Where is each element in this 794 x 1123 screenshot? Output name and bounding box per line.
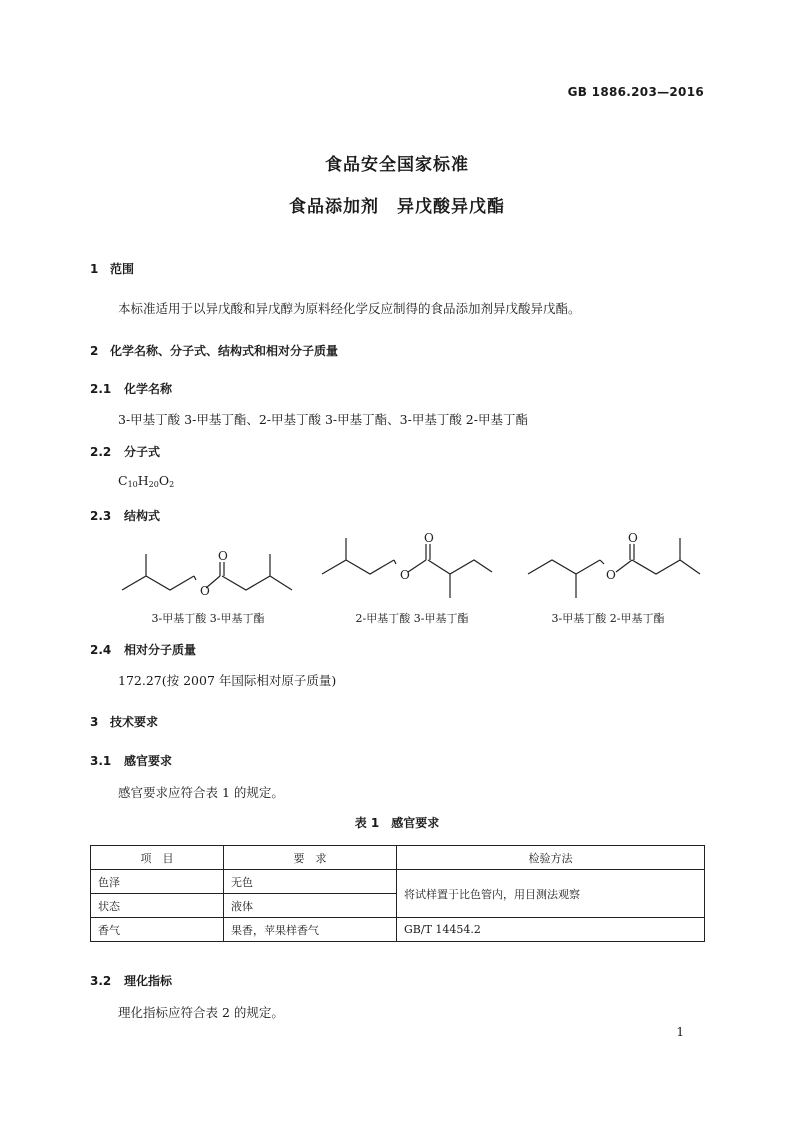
header-requirement: 要 求 (224, 846, 397, 870)
section-title: 化学名称、分子式、结构式和相对分子质量 (110, 344, 339, 358)
section-title: 化学名称 (124, 382, 173, 396)
cell-requirement: 无色 (224, 870, 397, 894)
document-subtitle: 食品添加剂 异戊酸异戊酯 (289, 197, 505, 217)
cell-item: 色泽 (91, 870, 224, 894)
section-2-3-heading (90, 507, 160, 524)
section-1-heading (90, 260, 134, 277)
cell-method: GB/T 14454.2 (397, 918, 705, 942)
oxygen-label: O (400, 568, 410, 582)
structure-1 (122, 549, 292, 598)
oxygen-label: O (424, 532, 434, 545)
sensory-requirements-table (90, 845, 705, 942)
oxygen-label: O (628, 532, 638, 545)
page-number: 1 (676, 1025, 684, 1039)
section-2-heading (90, 342, 338, 359)
section-title: 结构式 (124, 509, 161, 523)
structure-caption-3: 3-甲基丁酸 2-甲基丁酯 (551, 612, 665, 625)
section-number: 2.1 (90, 382, 112, 396)
cell-item: 状态 (91, 894, 224, 918)
oxygen-label: O (218, 549, 228, 563)
oxygen-label: O (606, 568, 616, 582)
section-title: 范围 (110, 262, 135, 276)
table-row (91, 870, 705, 894)
section-3-2-text: 理化指标应符合表 2 的规定。 (118, 1005, 284, 1020)
section-number: 2.2 (90, 445, 112, 459)
cell-requirement: 液体 (224, 894, 397, 918)
section-3-1-text: 感官要求应符合表 1 的规定。 (118, 785, 284, 800)
header-method: 检验方法 (397, 846, 705, 870)
section-number: 2.4 (90, 643, 112, 657)
section-number: 3 (90, 715, 99, 729)
section-title: 分子式 (124, 445, 161, 459)
cell-requirement: 果香，苹果样香气 (224, 918, 397, 942)
section-title: 感官要求 (124, 754, 173, 768)
molecular-formula: $C_{10}H_{20}O_2$ (118, 473, 175, 489)
structure-caption-1: 3-甲基丁酸 3-甲基丁酯 (151, 612, 265, 625)
standard-number: GB 1886.203—2016 (567, 85, 704, 99)
table-1-caption: 表 1 感官要求 (354, 816, 440, 830)
table-header-row (91, 846, 705, 870)
cell-method: 将试样置于比色管内，用目测法观察 (397, 870, 705, 918)
section-title: 技术要求 (110, 715, 159, 729)
document-title: 食品安全国家标准 (325, 155, 469, 175)
section-title: 理化指标 (124, 974, 173, 988)
section-number: 1 (90, 262, 99, 276)
section-2-1-heading (90, 380, 172, 397)
section-2-2-heading (90, 443, 160, 460)
structure-caption-2: 2-甲基丁酸 3-甲基丁酯 (355, 612, 469, 625)
oxygen-label: O (200, 584, 210, 598)
section-3-2-heading (90, 972, 172, 989)
chemical-names: 3-甲基丁酸 3-甲基丁酯、2-甲基丁酸 3-甲基丁酯、3-甲基丁酸 2-甲基丁酯 (118, 412, 528, 427)
structure-2 (322, 532, 492, 598)
structure-3 (528, 532, 700, 598)
section-number: 2 (90, 344, 99, 358)
section-number: 3.2 (90, 974, 112, 988)
section-number: 3.1 (90, 754, 112, 768)
section-1-text: 本标准适用于以异戊酸和异戊醇为原料经化学反应制得的食品添加剂异戊酸异戊酯。 (118, 301, 581, 316)
molecular-weight: 172.27(按 2007 年国际相对原子质量) (118, 673, 337, 688)
section-title: 相对分子质量 (124, 643, 197, 657)
table-row (91, 918, 705, 942)
header-item: 项 目 (91, 846, 224, 870)
section-3-heading (90, 713, 158, 730)
section-number: 2.3 (90, 509, 112, 523)
cell-item: 香气 (91, 918, 224, 942)
structural-formulas (110, 532, 710, 607)
section-2-4-heading (90, 641, 196, 658)
section-3-1-heading (90, 752, 172, 769)
